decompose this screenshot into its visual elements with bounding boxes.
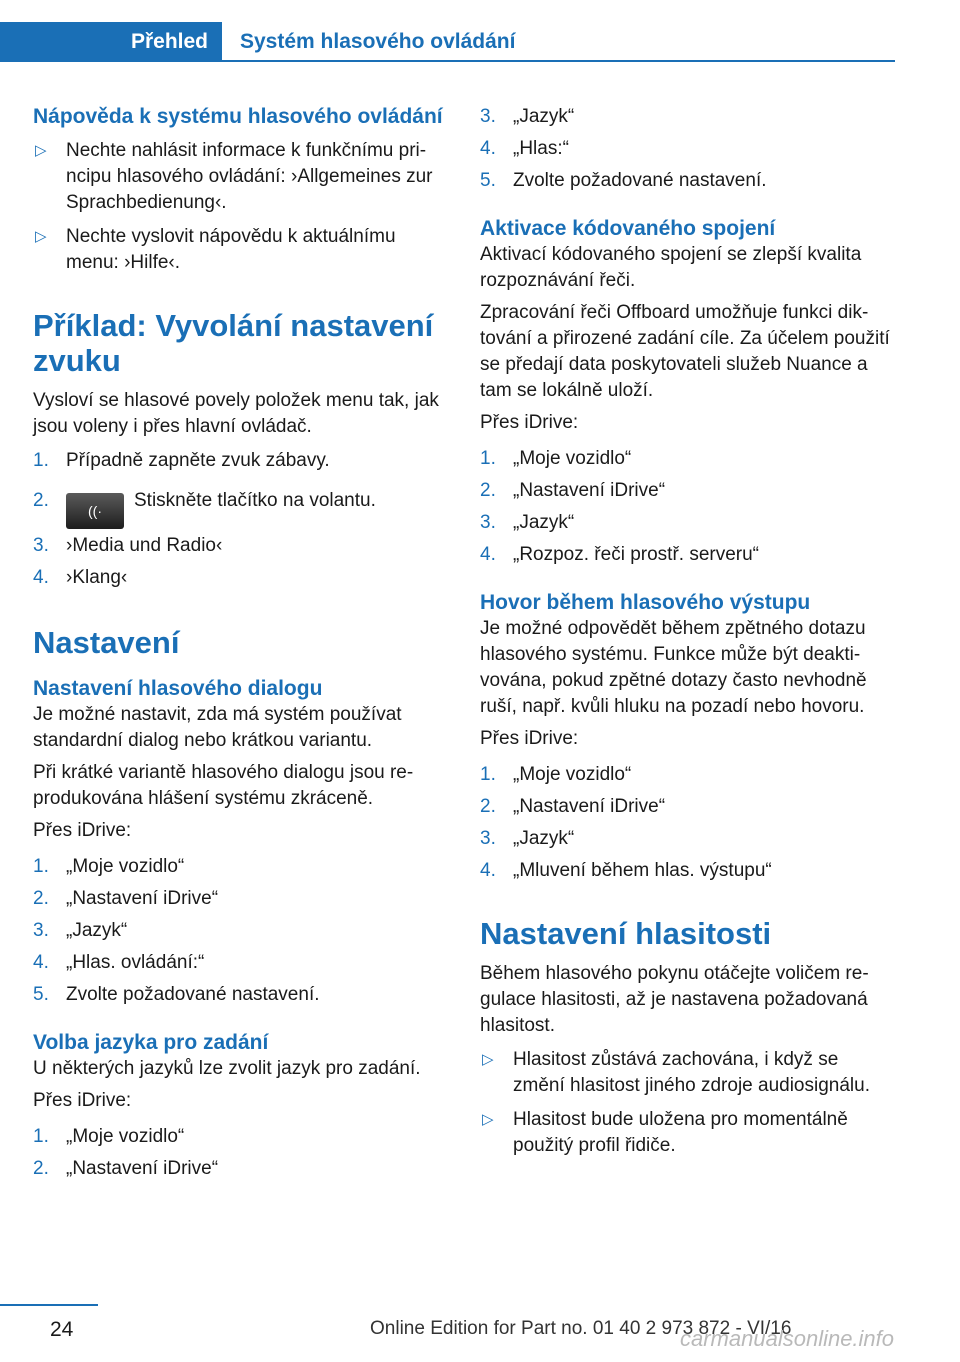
step-number: 3. xyxy=(480,512,496,533)
via-idrive-label: Přes iDrive: xyxy=(33,1090,132,1111)
step-number: 4. xyxy=(480,860,496,881)
list-item xyxy=(480,104,894,130)
list-item xyxy=(480,446,894,472)
triangle-bullet-icon: ▷ xyxy=(482,1051,494,1068)
step-number: 2. xyxy=(33,888,49,909)
list-item xyxy=(33,565,447,591)
edition-note: Online Edition for Part no. 01 40 2 973 872 - VI/16 xyxy=(370,1318,792,1339)
via-idrive-label: Přes iDrive: xyxy=(480,728,579,749)
dialog-text: Je možné nastavit, zda má systém používat standardní dialog nebo krátkou variantu. xyxy=(33,704,402,751)
tab-voice-control[interactable]: Systém hlasového ovládání xyxy=(240,30,516,53)
talk-text: Je možné odpovědět během zpětného dotazu hlasového systému. Funkce může být deaktivována, pokud zpětné dotazy často nevhodně ruší, např. kvůli hluku na pozadí nebo hovoru. xyxy=(480,618,867,717)
left-column xyxy=(33,104,447,1182)
list-item xyxy=(33,483,447,529)
volume-text: Během hlasového pokynu otáčejte voličem regulace hlasitosti, až je nastavena požadovaná hlasitost. xyxy=(480,963,869,1036)
step-number: 1. xyxy=(33,450,49,471)
header-rule xyxy=(222,60,895,62)
page-number: 24 xyxy=(50,1318,74,1341)
triangle-bullet-icon: ▷ xyxy=(35,228,47,245)
step-text: „Hlas. ovládání:“ xyxy=(66,952,205,973)
list-item xyxy=(33,918,447,944)
watermark: carmanualsonline.info xyxy=(680,1326,895,1351)
list-item xyxy=(480,858,894,884)
example-heading: Příklad: Vyvolání nastavení zvuku xyxy=(33,308,434,378)
list-item xyxy=(480,168,894,194)
step-number: 4. xyxy=(480,138,496,159)
step-text: „Nastavení iDrive“ xyxy=(66,888,219,909)
step-number: 3. xyxy=(480,828,496,849)
list-item xyxy=(33,533,447,559)
step-number: 5. xyxy=(33,984,49,1005)
step-number: 2. xyxy=(33,1158,49,1179)
step-number: 3. xyxy=(480,106,496,127)
volume-item xyxy=(480,1107,894,1159)
step-number: 4. xyxy=(33,952,49,973)
voice-button-icon: ((· xyxy=(66,493,124,529)
step-number: 2. xyxy=(33,490,49,511)
step-text: „Jazyk“ xyxy=(513,512,575,533)
encryption-text: Zpracování řeči Offboard umožňuje funkci diktování a přirozené zadání cíle. Za účelem použití se předají data poskytovateli služeb Nuance a tam se lokálně uloží. xyxy=(480,302,890,401)
list-item xyxy=(480,762,894,788)
language-heading: Volba jazyka pro zadání xyxy=(33,1031,269,1054)
volume-heading: Nastavení hlasitosti xyxy=(480,916,772,951)
step-number: 1. xyxy=(33,1126,49,1147)
step-text: „Mluvení během hlas. výstupu“ xyxy=(513,860,772,881)
triangle-bullet-icon: ▷ xyxy=(35,142,47,159)
help-item-text: Nechte vyslovit nápovědu k aktuálnímu menu: ›Hilfe‹. xyxy=(66,226,396,273)
step-text: „Moje vozidlo“ xyxy=(513,764,632,785)
step-text: „Jazyk“ xyxy=(66,920,128,941)
step-text: Případně zapněte zvuk zábavy. xyxy=(66,450,330,471)
step-text: „Jazyk“ xyxy=(513,828,575,849)
step-number: 1. xyxy=(480,448,496,469)
list-item xyxy=(480,478,894,504)
list-item xyxy=(480,136,894,162)
step-text: Stiskněte tlačítko na volantu. xyxy=(134,490,376,511)
via-idrive-label: Přes iDrive: xyxy=(480,412,579,433)
step-text: Zvolte požadované nastavení. xyxy=(513,170,767,191)
list-item xyxy=(33,1156,447,1182)
talk-heading: Hovor během hlasového výstupu xyxy=(480,591,811,614)
step-number: 1. xyxy=(480,764,496,785)
step-text: „Moje vozidlo“ xyxy=(66,1126,185,1147)
step-text: ›Klang‹ xyxy=(66,567,128,588)
help-heading: Nápověda k systému hlasového ovládání xyxy=(33,105,443,128)
step-text: „Moje vozidlo“ xyxy=(513,448,632,469)
step-number: 3. xyxy=(33,920,49,941)
example-text: Vysloví se hlasové povely položek menu tak, jak jsou voleny i přes hlavní ovládač. xyxy=(33,390,439,437)
list-item xyxy=(33,448,447,474)
list-item xyxy=(33,1124,447,1150)
step-number: 4. xyxy=(33,567,49,588)
step-number: 4. xyxy=(480,544,496,565)
dialog-heading: Nastavení hlasového dialogu xyxy=(33,677,323,700)
step-text: ›Media und Radio‹ xyxy=(66,535,223,556)
help-item-text: Nechte nahlásit informace k funkčnímu principu hlasového ovládání: ›Allgemeines zur Sprachbedienung‹. xyxy=(66,140,433,213)
volume-item xyxy=(480,1047,894,1099)
list-item xyxy=(480,794,894,820)
step-text: „Hlas:“ xyxy=(513,138,569,159)
encryption-text: Aktivací kódovaného spojení se zlepší kvalita rozpoznávání řeči. xyxy=(480,244,862,291)
settings-heading: Nastavení xyxy=(33,625,180,660)
step-text: „Nastavení iDrive“ xyxy=(66,1158,219,1179)
step-number: 3. xyxy=(33,535,49,556)
list-item xyxy=(33,886,447,912)
triangle-bullet-icon: ▷ xyxy=(482,1111,494,1128)
step-text: „Nastavení iDrive“ xyxy=(513,480,666,501)
help-item xyxy=(33,138,447,216)
tab-overview[interactable]: Přehled xyxy=(0,22,222,62)
list-item xyxy=(480,826,894,852)
step-text: „Moje vozidlo“ xyxy=(66,856,185,877)
step-text: „Rozpoz. řeči prostř. serveru“ xyxy=(513,544,760,565)
language-text: U některých jazyků lze zvolit jazyk pro zadání. xyxy=(33,1058,421,1079)
step-number: 2. xyxy=(480,480,496,501)
dialog-text: Při krátké variantě hlasového dialogu jsou reprodukována hlášení systému zkráceně. xyxy=(33,762,414,809)
volume-item-text: Hlasitost bude uložena pro momentálně použitý profil řidiče. xyxy=(513,1109,848,1156)
via-idrive-label: Přes iDrive: xyxy=(33,820,132,841)
step-text: „Nastavení iDrive“ xyxy=(513,796,666,817)
step-text: Zvolte požadované nastavení. xyxy=(66,984,320,1005)
step-number: 5. xyxy=(480,170,496,191)
help-item xyxy=(33,224,447,276)
step-text: „Jazyk“ xyxy=(513,106,575,127)
list-item xyxy=(480,542,894,568)
step-number: 2. xyxy=(480,796,496,817)
volume-item-text: Hlasitost zůstává zachována, i když se změní hlasitost jiného zdroje audiosignálu. xyxy=(513,1049,870,1096)
list-item xyxy=(33,982,447,1008)
footer-rule xyxy=(0,1304,98,1306)
list-item xyxy=(33,950,447,976)
step-number: 1. xyxy=(33,856,49,877)
list-item xyxy=(480,510,894,536)
right-column xyxy=(480,104,894,1159)
list-item xyxy=(33,854,447,880)
page-header xyxy=(0,22,895,62)
encryption-heading: Aktivace kódovaného spojení xyxy=(480,217,776,240)
